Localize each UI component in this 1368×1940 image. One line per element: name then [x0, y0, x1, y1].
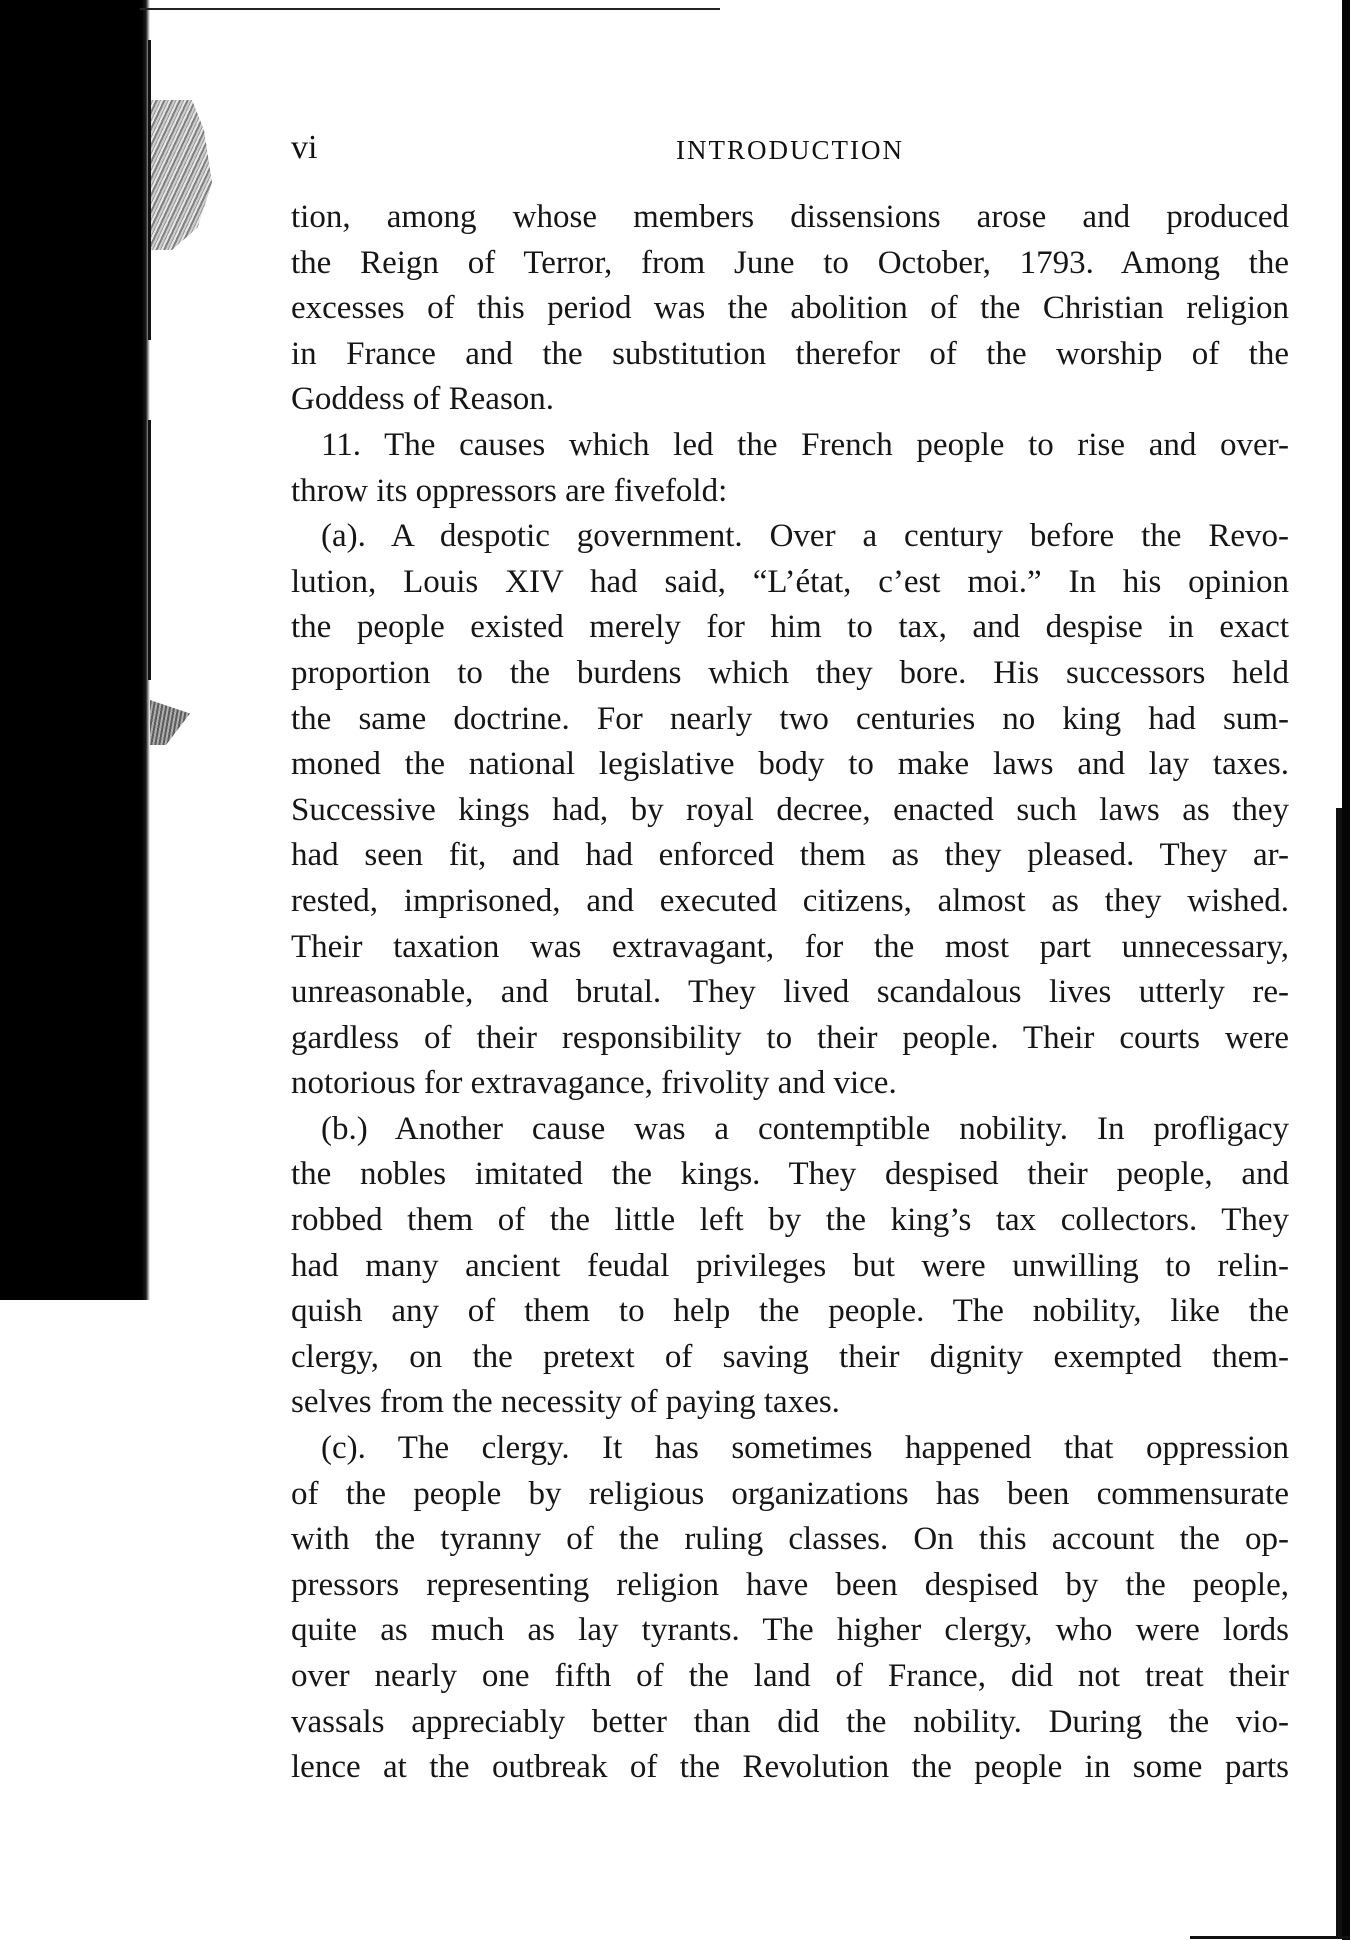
text-line: 11. The causes which led the French people to rise and over-	[321, 426, 1289, 463]
text-line: gardless of their responsibility to their people. Their courts were	[291, 1019, 1289, 1056]
text-line: quish any of them to help the people. The nobility, like the	[291, 1293, 1289, 1330]
text-line: tion, among whose members dissensions arose and produced	[291, 199, 1289, 235]
right-edge-mark	[1336, 808, 1342, 1938]
binding-shadow	[0, 0, 150, 1300]
text-line: had many ancient feudal privileges but were unwilling to relin-	[291, 1247, 1289, 1284]
text-line: (b.) Another cause was a contemptible nobility. In profligacy	[321, 1110, 1289, 1147]
top-edge-rule	[140, 8, 720, 10]
text-line: rested, imprisoned, and executed citizens, almost as they wished.	[291, 882, 1289, 919]
text-line: in France and the substitution therefor of the worship of the	[291, 335, 1289, 372]
text-line: throw its oppressors are fivefold:	[291, 472, 728, 509]
page-number: vi	[291, 129, 318, 166]
text-line: had seen fit, and had enforced them as they pleased. They ar-	[291, 837, 1289, 874]
text-line: with the tyranny of the ruling classes. On this account the op-	[291, 1521, 1289, 1558]
text-line: the nobles imitated the kings. They despised their people, and	[291, 1156, 1289, 1193]
text-line: (a). A despotic government. Over a century before the Revo-	[321, 518, 1289, 555]
binding-scan-artifact	[150, 700, 190, 745]
text-line: excesses of this period was the abolition of the Christian religion	[291, 290, 1289, 327]
text-line: (c). The clergy. It has sometimes happened that oppression	[321, 1430, 1289, 1467]
text-line: lence at the outbreak of the Revolution the people in some parts	[291, 1749, 1289, 1786]
bottom-edge-rule	[1190, 1936, 1350, 1939]
text-line: of the people by religious organizations has been commensurate	[291, 1475, 1289, 1512]
text-line: robbed them of the little left by the king’s tax collectors. They	[291, 1202, 1289, 1239]
text-line: selves from the necessity of paying taxes.	[291, 1384, 840, 1421]
binding-streak	[148, 40, 151, 340]
text-line: lution, Louis XIV had said, “L’état, c’est moi.” In his opinion	[291, 563, 1289, 600]
text-line: pressors representing religion have been despised by the people,	[291, 1566, 1289, 1603]
text-line: Goddess of Reason.	[291, 381, 555, 418]
text-line: the people existed merely for him to tax, and despise in exact	[291, 609, 1289, 646]
text-line: the same doctrine. For nearly two centuries no king had sum-	[291, 700, 1289, 737]
body-text	[291, 195, 1289, 1791]
text-line: vassals appreciably better than did the nobility. During the vio-	[291, 1703, 1289, 1740]
binding-streak	[148, 420, 151, 680]
text-line: the Reign of Terror, from June to October, 1793. Among the	[291, 244, 1289, 281]
text-line: Successive kings had, by royal decree, enacted such laws as they	[291, 791, 1289, 828]
text-line: quite as much as lay tyrants. The higher clergy, who were lords	[291, 1612, 1289, 1649]
text-line: moned the national legislative body to make laws and lay taxes.	[291, 746, 1289, 783]
right-page-edge	[1342, 0, 1350, 1940]
binding-scan-artifact	[148, 100, 228, 250]
text-line: unreasonable, and brutal. They lived scandalous lives utterly re-	[291, 974, 1289, 1011]
text-line: Their taxation was extravagant, for the most part unnecessary,	[291, 928, 1289, 965]
text-line: clergy, on the pretext of saving their dignity exempted them-	[291, 1338, 1289, 1375]
text-line: proportion to the burdens which they bore. His successors held	[291, 654, 1289, 691]
running-head: INTRODUCTION	[676, 135, 904, 165]
text-line: over nearly one fifth of the land of France, did not treat their	[291, 1658, 1289, 1694]
text-line: notorious for extravagance, frivolity and vice.	[291, 1065, 897, 1102]
